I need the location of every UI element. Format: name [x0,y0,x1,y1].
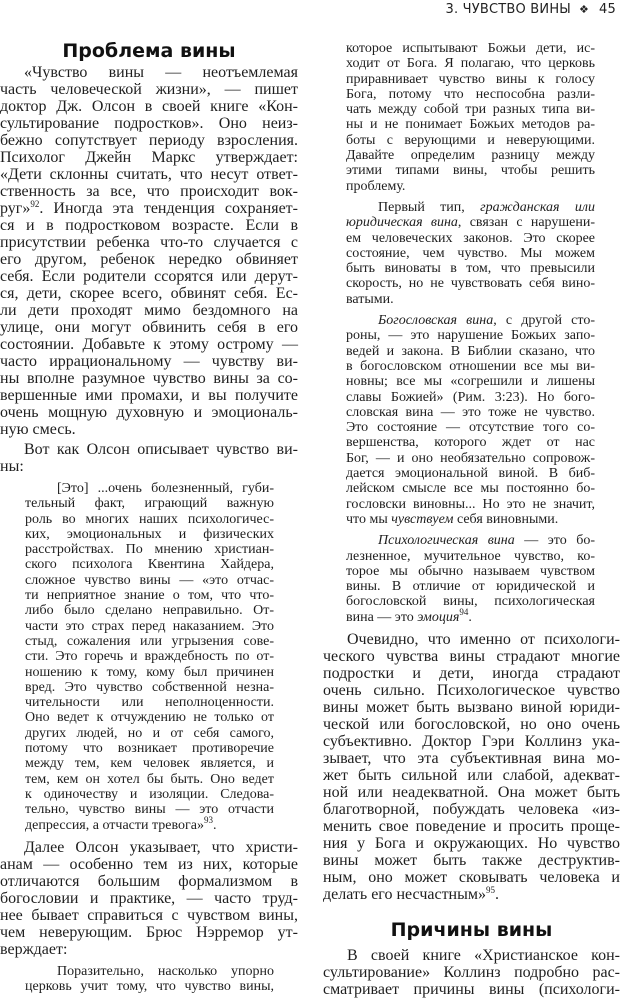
text-line: богословии и практике, — часто труд- [0,889,298,907]
italic-term: гражданская или [480,199,596,215]
text-line: [Это] ...очень болезненный, губи- [57,481,274,496]
text-line: ся, дети, скорее всего, обвинят себя. Ес- [0,285,298,302]
text-line: состоянии. Добавьте к этому острому — [0,336,298,353]
text-line: менить свое поведение и просить проще- [323,817,620,835]
text-line: ния у Бога и окружающих. Но чувство [323,834,620,852]
text-segment: . [212,817,217,833]
text-line: часть человеческой жизни», — пишет [0,81,298,98]
paragraph [323,947,620,998]
text-line: сультирование» Коллинз подробно рас- [323,963,620,981]
text-line: Это состояние — отсутствие того со- [346,420,595,436]
text-segment: депрессия, а отчасти тревога» [25,817,204,833]
text-line: ти неприятное знание о том, что что- [25,588,274,604]
text-segment: , связан с нарушени- [457,215,595,231]
text-segment: Первый тип, [378,199,481,215]
italic-term: Богословская вина [378,313,494,329]
text-line: которое испытывают Божьи дети, ис- [346,41,595,56]
text-line: Оно ведет к отчуждению не только от [25,710,274,726]
text-line: вины может быть также деструктив- [323,851,620,869]
text-line: улице, они могут обвинить себя в его [0,319,298,336]
text-line: ких, эмоциональных и физических [25,526,274,542]
text-line: подростки и дети, иногда страдают [323,664,620,682]
text-line: вины может быть вызвано виной юриди- [323,698,620,716]
text-line: ную смесь. [0,421,76,438]
block-quote [25,481,274,833]
text-segment: . [468,609,472,625]
text-line: потому что возникает противоречие [25,741,274,757]
text-line: ведей и закона. В Библии сказано, что [346,343,595,359]
text-line [25,814,274,833]
paragraph [0,64,298,438]
text-line: ны вполне разумное чувство вины за со- [0,370,298,387]
text-segment: — это бо- [514,533,596,549]
text-line: ли дети проходят мимо бездомного на [0,302,298,319]
text-line: ным, оно может сковывать человека и [323,868,620,886]
text-line: анам — особенно тем из них, которые [0,855,298,873]
text-line [323,886,620,903]
text-line [0,200,298,217]
text-line: жет быть сильной или слабой, адекват- [323,766,620,784]
left-column [0,38,298,994]
section-heading-problem: Проблема вины [62,40,236,62]
text-line: ственность за все, что происходит вок- [0,183,298,200]
text-line [346,313,595,328]
text-line: ся и в подростковом возрасте. Если в [0,217,298,234]
block-quote [346,533,595,625]
text-line: в богословском отношении все мы ви- [346,358,595,374]
paragraph [0,441,298,475]
footnote-ref: 95 [486,884,495,895]
text-line: «Чувство вины — неотъемлемая [24,64,298,81]
text-line: тельный факт, играющий важную [25,496,274,512]
page-number: 45 [599,2,616,17]
text-segment: руг» [0,200,31,217]
text-line: Вот как Олсон описывает чувство ви- [24,441,298,458]
text-line: благотворной, побуждать человека «из- [323,800,620,818]
text-line: чать между собой три разных типа ви- [346,102,595,118]
block-quote-continued [346,41,595,194]
text-line: тельно, чувство вины — это отчасти [25,802,274,818]
text-line: ны: [0,458,24,475]
text-line: доктор Дж. Олсон в своей книге «Кон- [0,98,298,115]
text-line: Бог, — и оно необязательно сопровож- [346,450,595,466]
text-line: этими типами вины, чтобы решить [346,163,595,179]
text-line: стыд, сожаления или угрызения сове- [25,633,274,649]
text-line: присутствии ребенка что-то случается с [0,234,298,251]
text-line: Поразительно, насколько упорно [57,963,274,979]
text-line: проблему. [346,178,406,194]
text-line: богословской вины, психологическая [346,594,595,610]
text-line: церковь учит тому, что чувство вины, [25,979,274,995]
text-line [346,512,595,527]
text-line: вершенные ими промахи, и вы получите [0,387,298,404]
text-line: тем, кем он хотел бы быть. Оно ведет [25,771,274,787]
text-segment: делать его несчастным» [323,885,486,903]
text-line: «Дети склонны считать, что несут ответ- [0,166,298,183]
diamond-ornament-icon: ❖ [578,3,590,16]
text-line: части это страх перед наказанием. Это [25,618,274,634]
text-line: вины. В отличие от юридической и [346,579,595,595]
text-line: отличаются большим формализмом в [0,872,298,890]
text-segment: вина — это [346,609,418,625]
text-line: Очевидно, что именно от психологи- [347,630,620,648]
text-line: сти. Это горечь и враждебность по от- [25,649,274,665]
footnote-ref: 93 [203,814,213,825]
text-line: между тем, кем человек является, и [25,756,274,772]
text-line: В своей книге «Христианское кон- [347,946,620,964]
text-line: ны и не понимает Божьих методов ра- [346,117,595,133]
text-line: ной или неадекватной. Она может быть [323,783,620,801]
text-line: торое мы обычно называем чувством [346,563,595,579]
text-line: ходит от Бога. Я полагаю, что церковь [346,56,595,72]
text-line: чем неверующим. Брюс Нэрремор ут- [0,923,298,941]
text-line: верждает: [0,940,68,958]
italic-term: Психологическая вина [378,533,515,549]
text-line: себя. Если родители ссорятся или дерут- [0,268,298,285]
right-column [323,41,620,998]
text-line: сультирование подростков». Оно неиз- [0,115,298,132]
text-line: славы Божией» (Рим. 3:23). Но бого- [346,389,595,405]
block-quote [25,964,274,995]
text-line: новны; все мы «согрешили и лишены [346,374,595,390]
text-line: словская вина — это тоже не чувство. [346,404,595,420]
text-line: ем человеческих законов. Это скорее [346,230,595,246]
text-line: Давайте определим разницу между [346,148,595,164]
italic-term: эмоция [417,609,460,625]
text-line [346,533,595,548]
text-line: сматривает причины вины (психологи- [323,980,620,998]
text-line: ского психолога Квентина Хайдера, [25,557,274,573]
text-segment: что мы [346,511,392,527]
text-segment: , с другой сто- [493,313,595,329]
text-line: дается эмоциональной виной. В биб- [346,466,595,482]
text-line: состояние, чем чувство. Мы можем [346,245,595,261]
text-line: Психолог Джейн Маркс утверждает: [0,149,298,166]
text-line: гословски виновны... Но это не значит, [346,496,595,512]
chapter-title: 3. ЧУВСТВО ВИНЫ [445,2,571,17]
text-line: других людей, но и от себя самого, [25,725,274,741]
footnote-ref: 94 [459,606,469,617]
text-line: нее бывает справиться с чувством вины, [0,906,298,924]
text-line: скорость, но не чувствовать себя вино- [346,276,595,292]
block-quote [346,200,595,307]
text-line: лезненное, мучительное чувство, ко- [346,548,595,564]
text-line: очень мощную духовную и эмоциональ- [0,404,298,421]
text-line: боты с верующими и неверующими. [346,132,595,148]
text-line: лейском смысле все мы постоянно бо- [346,481,595,497]
text-line: чительности или неполноценности. [25,695,274,711]
text-line: его другом, ребенок нередко обвиняет [0,251,298,268]
text-line: бежно сопутствует периоду взросления. [0,132,298,149]
running-head [446,2,617,17]
text-line: быть виноваты в том, что превысили [346,261,595,277]
text-line [346,215,595,230]
text-line: Далее Олсон указывает, что христи- [24,838,298,856]
text-line: вершенства, которого ждет от нас [346,435,595,451]
text-segment: . Иногда эта тенденция сохраняет- [39,200,298,217]
text-segment: . [495,885,499,903]
text-segment: себя виновными. [453,511,559,527]
text-line: зывает, что эта субъективная вина мо- [323,749,620,767]
text-line: субъективно. Доктор Гэри Коллинз ука- [323,732,620,750]
text-line [346,606,595,625]
text-line: к одиночеству и изоляции. Следова- [25,786,274,802]
text-line: либо было сделано неправильно. От- [25,603,274,619]
text-line: приравнивает чувство вины к голосу [346,71,595,87]
section-heading-causes: Причины вины [390,918,553,941]
text-line: роны, — это нарушение Божьих запо- [346,328,595,344]
footnote-ref: 92 [30,199,40,209]
paragraph [323,631,620,903]
text-line: очень сильно. Психологическое чувство [323,681,620,699]
text-line [346,200,595,215]
block-quote [346,313,595,527]
text-line: ческой или богословской, но оно очень [323,715,620,733]
text-line: ватыми. [346,291,394,307]
text-line: сложное чувство вины — «это отчас- [25,572,274,588]
text-line: роль во многих наших психологичес- [25,511,274,527]
text-line: расстройствах. По мнению христиан- [25,542,274,558]
text-line: ношению к тому, кому был причинен [25,664,274,680]
paragraph [0,839,298,958]
text-line: Бога, потому что неспособна разли- [346,86,595,102]
text-line: ческого чувства вины страдают многие [323,647,620,665]
text-line: вред. Это чувство собственной незна- [25,679,274,695]
italic-term: чувствуем [391,511,454,527]
text-line: часто иррациональному — чувству ви- [0,353,298,370]
italic-term: юридическая вина [346,215,458,231]
